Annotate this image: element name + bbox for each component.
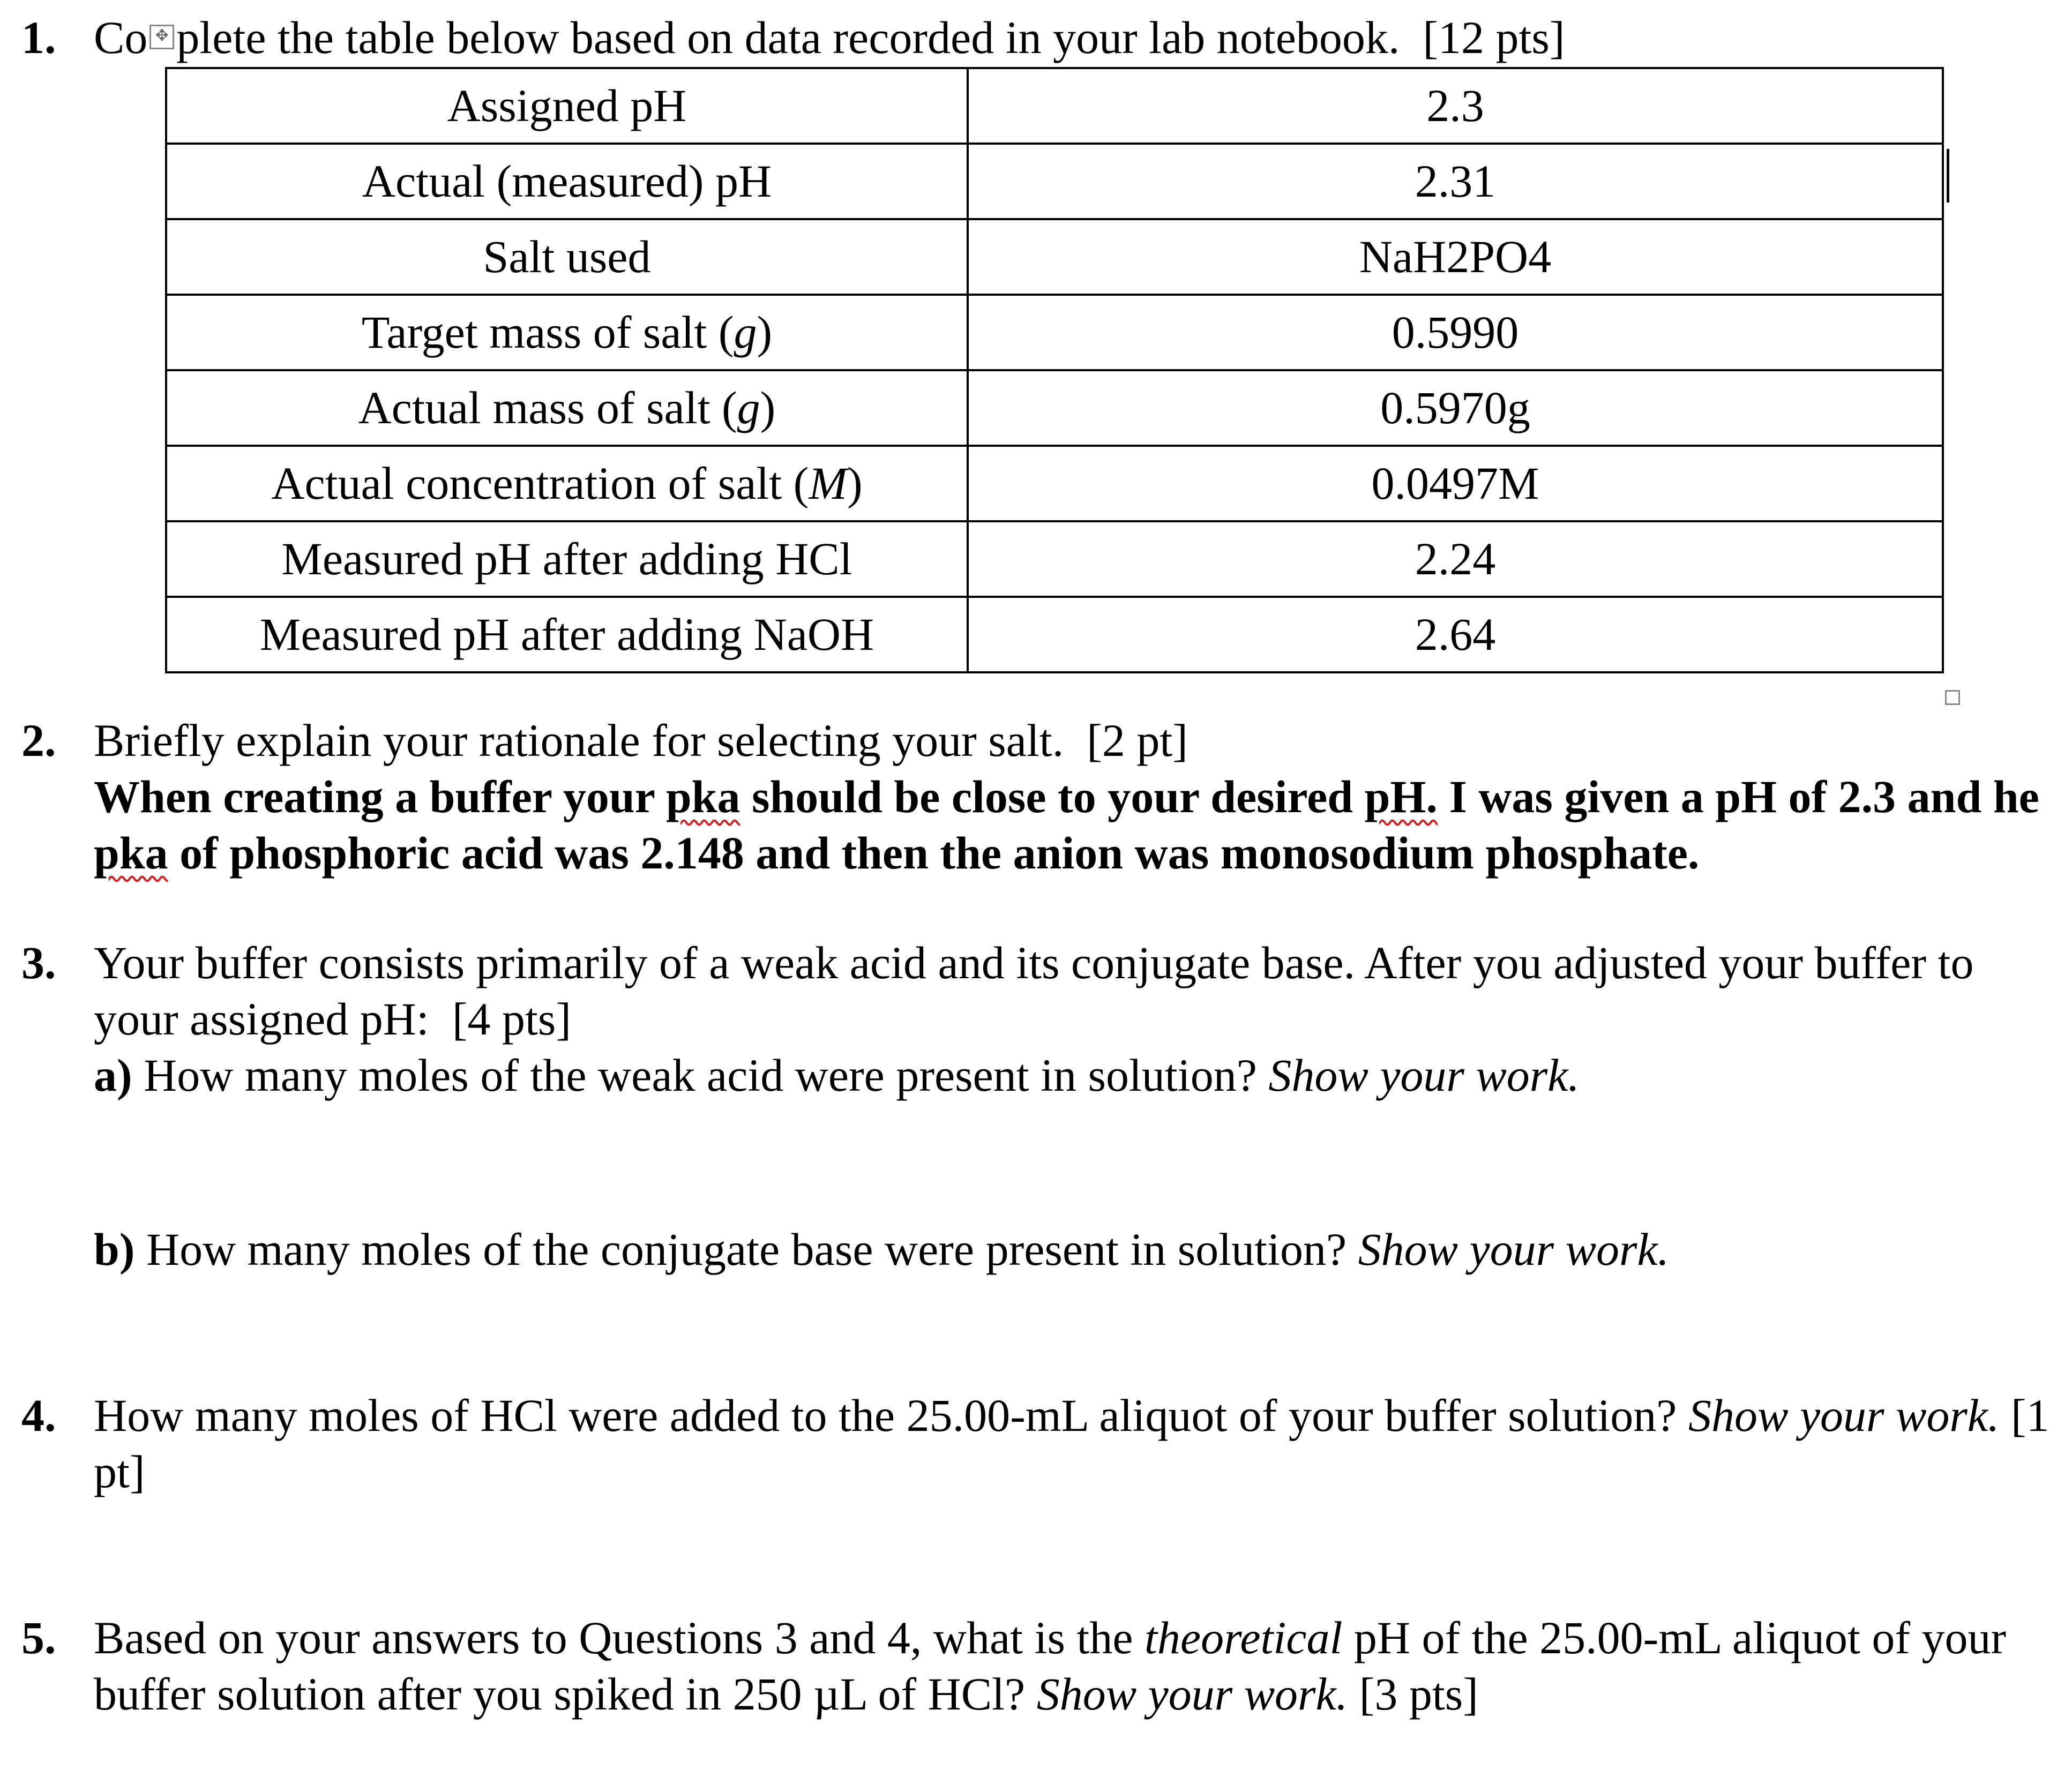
table-row — [166, 68, 1943, 144]
table-move-handle-icon[interactable]: ✥ — [149, 25, 174, 49]
prompt-text: How many moles of HCl were added to the 25.00-mL aliquot of your buffer solution? — [94, 1390, 1688, 1441]
row-label: Actual (measured) pH — [166, 144, 968, 219]
question-5 — [21, 1610, 2058, 1722]
answer-part: When creating a buffer your — [94, 770, 666, 822]
points-label: [1 pt] — [94, 1390, 2049, 1497]
label-text: Actual mass of salt ( — [358, 382, 737, 434]
question-text — [94, 935, 2058, 1047]
question-body — [94, 935, 2058, 1104]
subquestion-label: b) — [94, 1224, 135, 1275]
spellcheck-word: pka — [665, 770, 740, 822]
label-unit: M — [809, 458, 847, 509]
points-label: [2 pt] — [1087, 715, 1188, 766]
question-text-start: Co — [94, 12, 148, 63]
label-text: ) — [760, 382, 776, 434]
prompt-text: Based on your answers to Questions 3 and 4, what is the — [94, 1612, 1145, 1663]
answer-part: of phosphoric acid was 2.148 and then the anion was monosodium phosphate. — [168, 827, 1700, 879]
question-number: 2. — [21, 715, 56, 766]
row-value[interactable]: 0.5990 — [968, 295, 1943, 370]
subquestion-text: How many moles of the weak acid were present in solution? — [132, 1049, 1269, 1101]
row-value[interactable]: 0.5970g — [968, 370, 1943, 446]
label-unit: g — [737, 382, 760, 434]
points-label: [12 pts] — [1423, 12, 1565, 63]
row-label — [166, 295, 968, 370]
row-value[interactable]: NaH2PO4 — [968, 219, 1943, 295]
row-value[interactable]: 2.24 — [968, 521, 1943, 597]
question-text — [94, 713, 2058, 769]
subquestion-text: How many moles of the conjugate base were present in solution? — [134, 1224, 1358, 1275]
row-value[interactable]: 2.64 — [968, 597, 1943, 672]
label-text: Target mass of salt ( — [361, 306, 734, 358]
spellcheck-word: pka — [94, 827, 168, 879]
answer-part: I was given a pH of 2.3 and he — [1437, 770, 2039, 822]
question-2 — [21, 713, 2058, 881]
prompt-text: Your buffer consists primarily of a weak acid and its conjugate base. After you adjusted your buffer to your assigned pH: — [94, 937, 1974, 1045]
table-row — [166, 219, 1943, 295]
label-text: ) — [847, 458, 863, 509]
prompt-text: pH of the 25.00-mL aliquot of your buffer solution after you spiked in 250 µL of HCl? — [94, 1612, 2007, 1720]
show-work-text: Show your work. — [1358, 1224, 1670, 1275]
row-label — [166, 446, 968, 521]
question-number: 1. — [21, 12, 56, 63]
row-label: Measured pH after adding NaOH — [166, 597, 968, 672]
points-label: [3 pts] — [1348, 1668, 1478, 1720]
table-row — [166, 144, 1943, 219]
subquestion-b — [94, 1221, 2058, 1278]
subquestion-label: a) — [94, 1049, 132, 1101]
label-unit: g — [734, 306, 757, 358]
answer-text[interactable] — [94, 769, 2058, 881]
row-label: Assigned pH — [166, 68, 968, 144]
table-row — [166, 521, 1943, 597]
spellcheck-word: pH. — [1364, 770, 1438, 822]
label-text: ) — [757, 306, 773, 358]
text-cursor — [1947, 149, 1949, 203]
row-label: Salt used — [166, 219, 968, 295]
table-row — [166, 370, 1943, 446]
question-text-end: plete the table below based on data recorded in your lab notebook. — [176, 12, 1400, 63]
row-value[interactable]: 2.31 — [968, 144, 1943, 219]
table-row — [166, 295, 1943, 370]
subquestion-a — [94, 1047, 2058, 1104]
prompt-text: Briefly explain your rationale for selecting your salt. — [94, 715, 1064, 766]
emphasis-text: theoretical — [1145, 1612, 1343, 1663]
question-number: 4. — [21, 1390, 56, 1441]
row-label — [166, 370, 968, 446]
question-4 — [21, 1388, 2058, 1500]
question-text — [94, 1388, 2058, 1500]
show-work-text: Show your work. — [1036, 1668, 1348, 1720]
data-table — [165, 67, 1944, 673]
show-work-text: Show your work. — [1268, 1049, 1580, 1101]
question-text — [94, 10, 2058, 66]
question-1 — [21, 10, 2058, 66]
table-resize-handle-icon[interactable] — [1945, 690, 1960, 705]
label-text: Actual concentration of salt ( — [271, 458, 809, 509]
question-text — [94, 1610, 2058, 1722]
question-3b — [21, 1221, 2058, 1278]
show-work-text: Show your work. — [1688, 1390, 2000, 1441]
row-value[interactable]: 0.0497M — [968, 446, 1943, 521]
question-number: 3. — [21, 937, 56, 988]
row-label: Measured pH after adding HCl — [166, 521, 968, 597]
question-number: 5. — [21, 1612, 56, 1663]
points-label: [4 pts] — [452, 993, 571, 1045]
question-body — [94, 713, 2058, 881]
table-row — [166, 597, 1943, 672]
table-row — [166, 446, 1943, 521]
question-3 — [21, 935, 2058, 1104]
answer-part: should be close to your desired — [740, 770, 1365, 822]
row-value[interactable]: 2.3 — [968, 68, 1943, 144]
